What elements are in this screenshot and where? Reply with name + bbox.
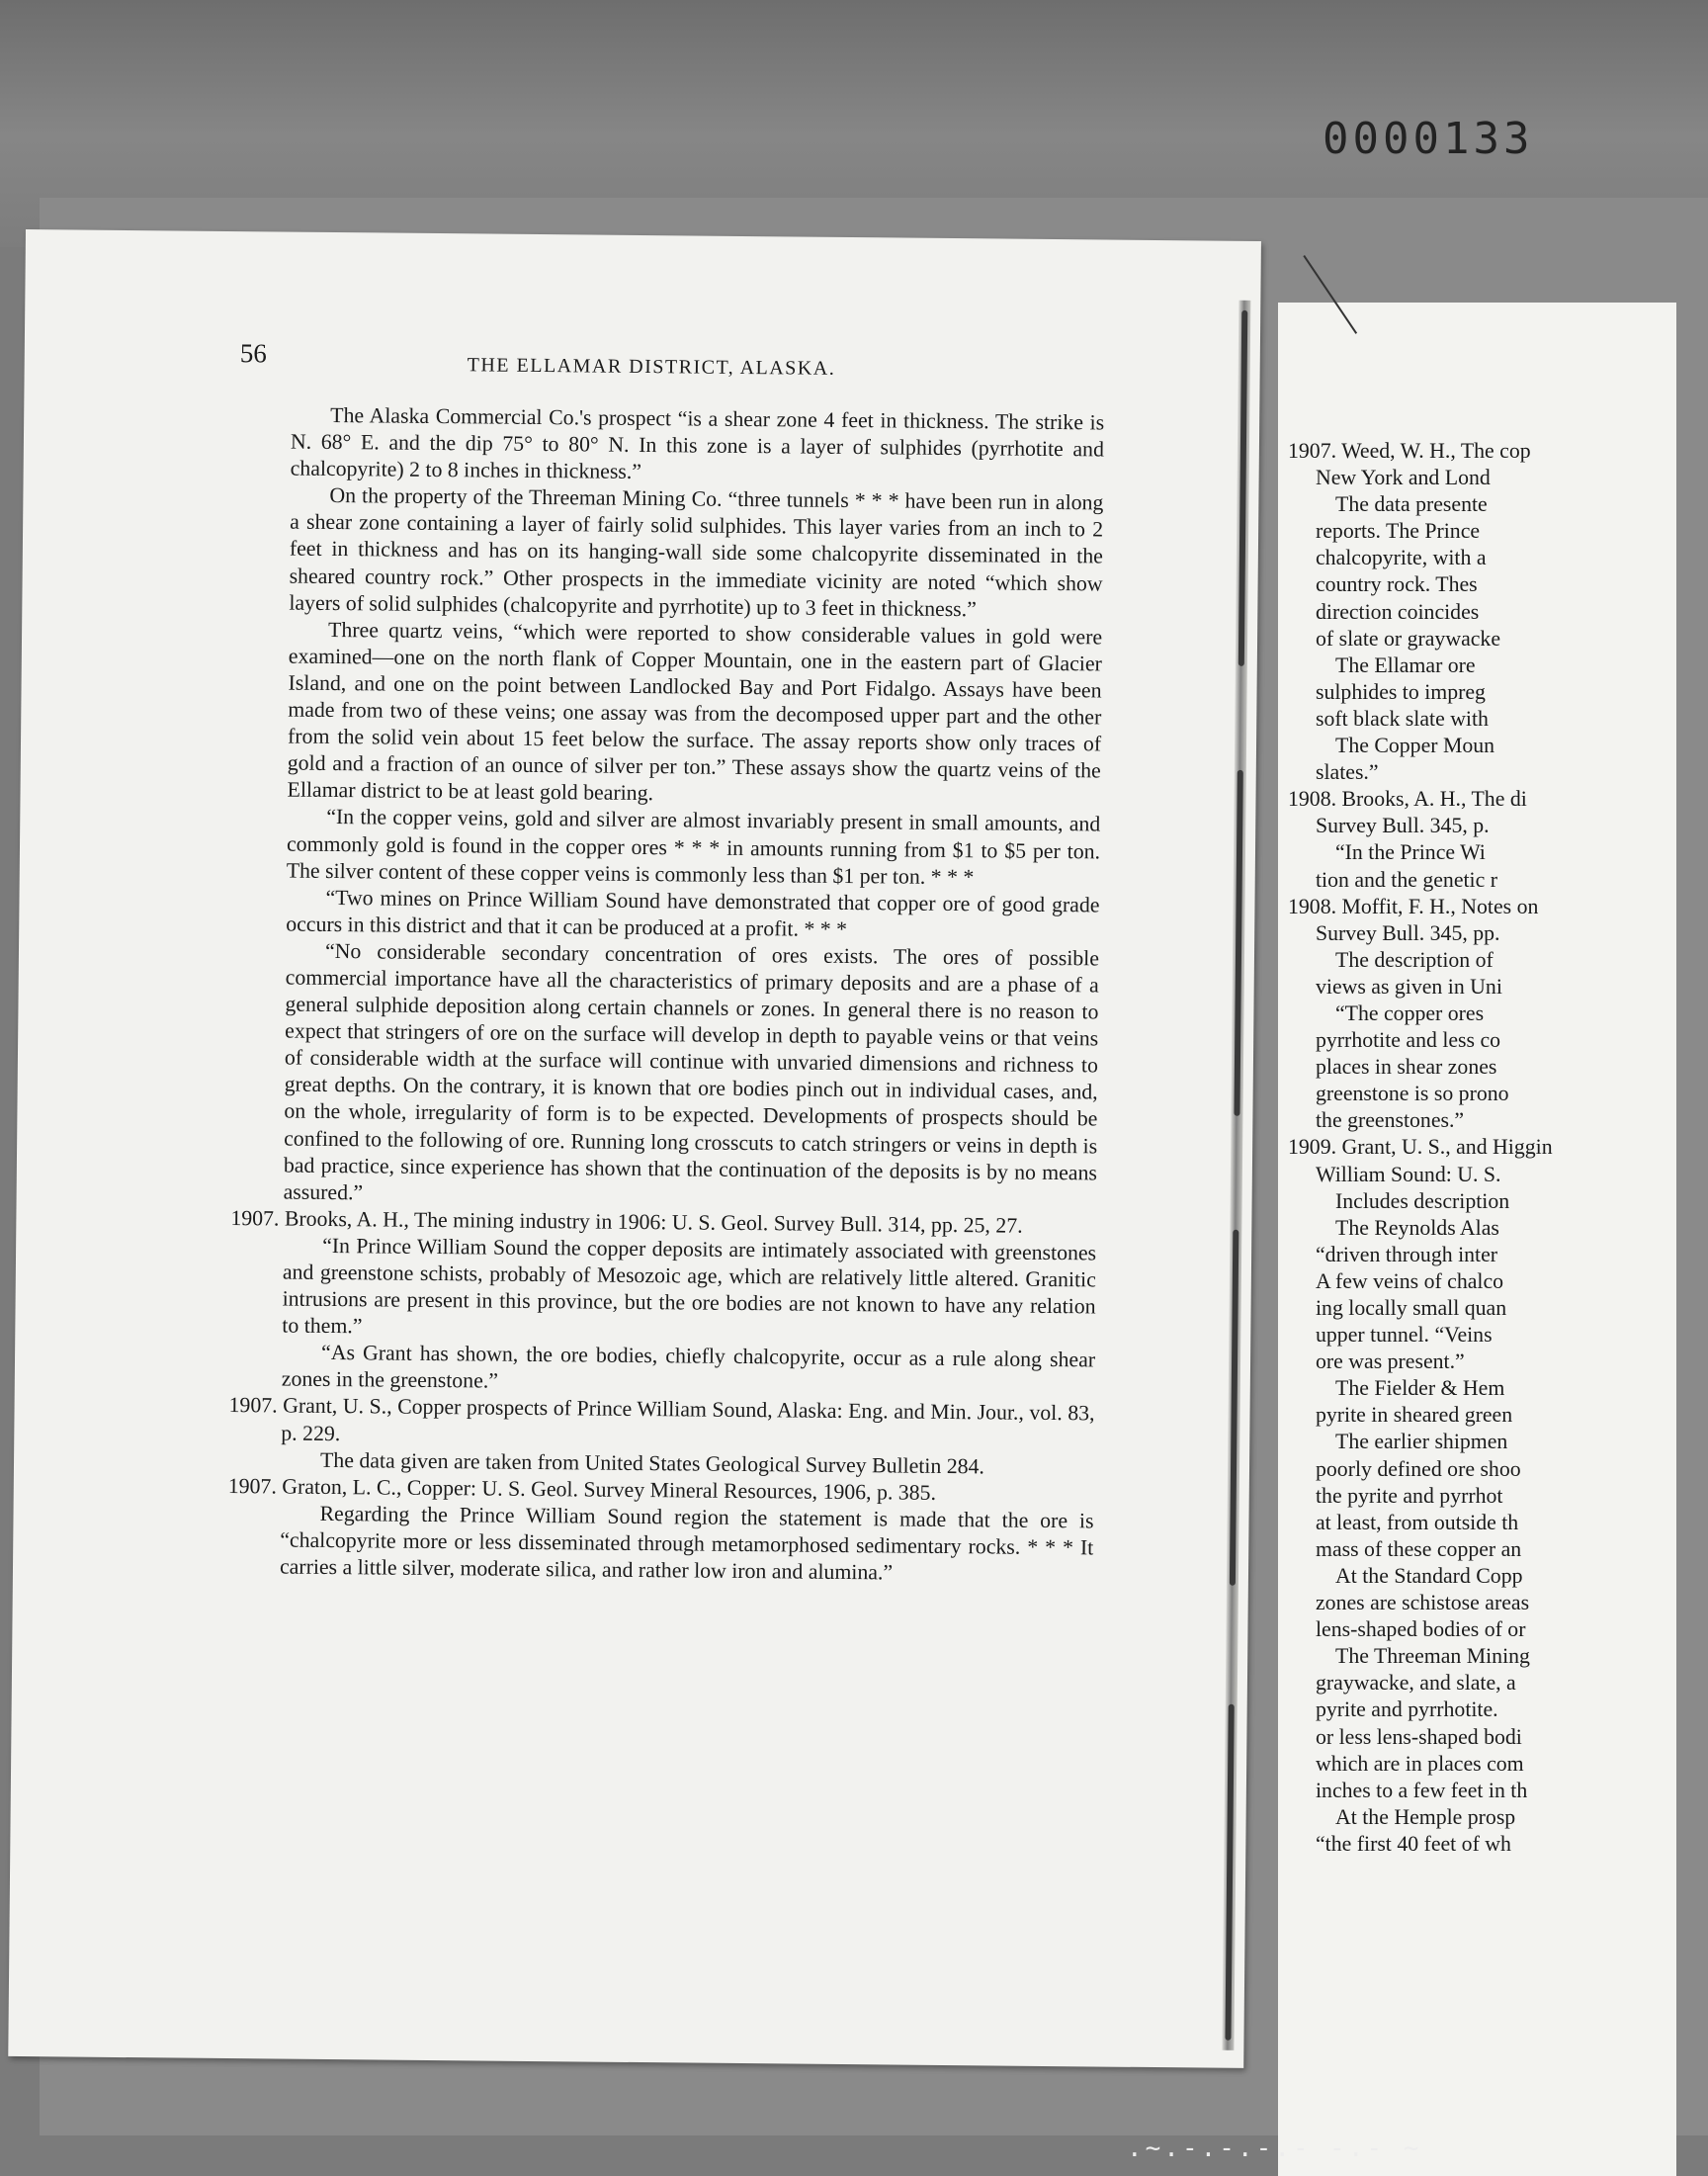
right-page-line: inches to a few feet in th bbox=[1316, 1778, 1528, 1802]
right-page-line: 1907. Weed, W. H., The cop bbox=[1288, 439, 1531, 463]
right-page-line: The Reynolds Alas bbox=[1335, 1215, 1499, 1240]
right-page-fragment bbox=[1278, 303, 1676, 2176]
right-page-line: The Threeman Mining bbox=[1335, 1644, 1530, 1669]
right-page-line: ore was present.” bbox=[1316, 1349, 1465, 1374]
right-page-line: pyrrhotite and less co bbox=[1316, 1028, 1501, 1053]
right-page-line: graywacke, and slate, a bbox=[1316, 1671, 1516, 1696]
right-page-line: Includes description bbox=[1335, 1188, 1510, 1213]
right-page-text bbox=[1288, 438, 1676, 1858]
right-page-line: pyrite and pyrrhotite. bbox=[1316, 1697, 1498, 1722]
paragraph: On the property of the Threeman Mining Co. “three tunnels * * * have been run in along a shear zone containing a layer of fairly solid sulphides. This layer varies from an inch to 2 feet in thickness and has on its hanging-wall side some chalcopyrite disseminated in the sheared country rock.” Other prospects in the immediate vicinity are noted “which show layers of solid sulphides (chalcopyrite and pyrrhotite) up to 3 feet in thickness.” bbox=[289, 483, 1104, 621]
right-page-line: 1908. Moffit, F. H., Notes on bbox=[1288, 894, 1539, 918]
archive-stamp-number: 0000133 bbox=[1323, 114, 1534, 164]
paragraph: Three quartz veins, “which were reported to show considerable values in gold were examined—one on the north flank of Copper Mountain, one in the eastern part of Glacier Island, and one on the point between Landlocked Bay and Port Fidalgo. Assays have been made from two of these veins; one assay was from the decomposed upper part and the other from the solid vein about 15 feet below the surface. The assay reports show only traces of gold and a fraction of an ounce of silver per ton.” These assays show the quartz veins of the Ellamar district to be at least gold bearing. bbox=[287, 617, 1103, 806]
edge-marks: .~.-.-.-.- -.- ~ bbox=[1127, 2133, 1422, 2163]
right-page-line: views as given in Uni bbox=[1316, 974, 1502, 999]
right-page-line: of slate or graywacke bbox=[1316, 626, 1500, 651]
bibliography-entry: 1907. Graton, L. C., Copper: U. S. Geol. Survey Mineral Resources, 1906, p. 385. bbox=[227, 1473, 937, 1505]
right-page-line: 1909. Grant, U. S., and Higgin bbox=[1288, 1135, 1553, 1160]
right-page-line: which are in places com bbox=[1316, 1751, 1524, 1776]
right-page-line: tion and the genetic r bbox=[1316, 867, 1497, 892]
right-page-line: zones are schistose areas bbox=[1316, 1591, 1530, 1615]
bibliography-entry: 1907. Grant, U. S., Copper prospects of Prince William Sound, Alaska: Eng. and Min. Jour., vol. 83, p. 229. bbox=[228, 1393, 1095, 1445]
right-page-line: The description of bbox=[1335, 947, 1494, 972]
bibliography-entry: 1907. Brooks, A. H., The mining industry in 1906: U. S. Geol. Survey Bull. 314, pp. 25, 27. bbox=[230, 1205, 1023, 1238]
right-page-line: poorly defined ore shoo bbox=[1316, 1456, 1521, 1481]
paragraph: The data given are taken from United States Geological Survey Bulletin 284. bbox=[319, 1447, 985, 1479]
right-page-line: The Fielder & Hem bbox=[1335, 1376, 1505, 1401]
paragraph: “As Grant has shown, the ore bodies, chiefly chalcopyrite, occur as a rule along shear zones in the greenstone.” bbox=[281, 1341, 1096, 1394]
paragraph: “In the copper veins, gold and silver are almost invariably present in small amounts, and commonly gold is found in the copper ores * * * in amounts running from $1 to $5 per ton. The silver content of these copper veins is commonly less than $1 per ton. * * * bbox=[286, 805, 1101, 889]
right-page-line: “the first 40 feet of wh bbox=[1316, 1831, 1511, 1856]
right-page-line: pyrite in sheared green bbox=[1316, 1403, 1513, 1428]
right-page-line: At the Standard Copp bbox=[1335, 1563, 1523, 1588]
right-page-line: soft black slate with bbox=[1316, 706, 1489, 731]
right-page-line: slates.” bbox=[1316, 760, 1379, 785]
running-head: THE ELLAMAR DISTRICT, ALASKA. bbox=[467, 354, 836, 380]
paragraph: “Two mines on Prince William Sound have demonstrated that copper ore of good grade occurs in this district and that it can be produced at a profit. * * * bbox=[286, 885, 1100, 941]
right-page-line: New York and Lond bbox=[1316, 466, 1491, 490]
right-page-line: direction coincides bbox=[1316, 599, 1480, 624]
right-page-line: A few veins of chalco bbox=[1316, 1268, 1504, 1293]
left-page bbox=[8, 229, 1261, 2068]
right-page-line: or less lens-shaped bodi bbox=[1316, 1724, 1522, 1749]
body-text bbox=[227, 402, 1105, 1589]
page-number: 56 bbox=[239, 338, 267, 369]
right-page-line: The Ellamar ore bbox=[1335, 653, 1476, 677]
right-page-line: upper tunnel. “Veins bbox=[1316, 1323, 1493, 1348]
paragraph: “No considerable secondary concentration of ores exists. The ores of possible commercial importance have all the characteristics of primary deposits and are a phase of a general sulphide deposition along certain channels or zones. In general there is no reason to expect that stringers of ore on the surface will develop in depth to payable veins or that veins of considerable width at the surface will continue with unvaried dimensions and richness to great depths. On the contrary, it is known that ore bodies pinch out in individual cases, and, on the whole, irregularity of form is to be expected. Developments of prospects should be confined to the following of ore. Running long crosscuts to catch stringers or veins in depth is bad practice, since experience has shown that the continuation of the deposits is by no means assured.” bbox=[283, 938, 1100, 1205]
right-page-line: “The copper ores bbox=[1335, 1001, 1485, 1025]
right-page-line: mass of these copper an bbox=[1316, 1536, 1522, 1561]
right-page-line: sulphides to impreg bbox=[1316, 679, 1486, 704]
right-page-line: “driven through inter bbox=[1316, 1242, 1498, 1266]
right-page-line: places in shear zones bbox=[1316, 1055, 1497, 1080]
right-page-line: William Sound: U. S. bbox=[1316, 1162, 1501, 1186]
right-page-line: reports. The Prince bbox=[1316, 519, 1481, 544]
right-page-line: 1908. Brooks, A. H., The di bbox=[1288, 787, 1527, 812]
right-page-line: ing locally small quan bbox=[1316, 1296, 1507, 1320]
right-page-line: chalcopyrite, with a bbox=[1316, 546, 1487, 570]
right-page-line: the greenstones.” bbox=[1316, 1108, 1465, 1133]
right-page-line: Survey Bull. 345, pp. bbox=[1316, 920, 1500, 945]
right-page-line: The Copper Moun bbox=[1335, 734, 1495, 758]
right-page-line: the pyrite and pyrrhot bbox=[1316, 1483, 1503, 1508]
paragraph: The Alaska Commercial Co.'s prospect “is a shear zone 4 feet in thickness. The strike is N. 68° E. and the dip 75° to 80° N. In this zone is a layer of sulphides (pyrrhotite and chalcopyrite) 2 to 8 inches in thickness.” bbox=[290, 402, 1105, 484]
right-page-line: at least, from outside th bbox=[1316, 1510, 1519, 1534]
right-page-line: lens-shaped bodies of or bbox=[1316, 1617, 1526, 1642]
right-page-line: country rock. Thes bbox=[1316, 572, 1478, 597]
right-page-line: Survey Bull. 345, p. bbox=[1316, 814, 1490, 838]
right-page-line: At the Hemple prosp bbox=[1335, 1804, 1516, 1829]
right-page-line: greenstone is so prono bbox=[1316, 1082, 1509, 1106]
paragraph: “In Prince William Sound the copper deposits are intimately associated with greenstones and greenstone schists, probably of Mesozoic age, which are relatively little altered. Granitic intrusions are present in this province, but the ore bodies are not known to have any relation to them.” bbox=[282, 1233, 1097, 1339]
right-page-line: The data presente bbox=[1335, 492, 1488, 517]
right-page-line: The earlier shipmen bbox=[1335, 1430, 1508, 1454]
paragraph: Regarding the Prince William Sound region the statement is made that the ore is “chalcopyrite more or less disseminated through metamorphosed sedimentary rocks. * * * It carries a little silver, moderate silica, and rather low iron and alumina.” bbox=[279, 1501, 1094, 1585]
right-page-line: “In the Prince Wi bbox=[1335, 840, 1486, 865]
